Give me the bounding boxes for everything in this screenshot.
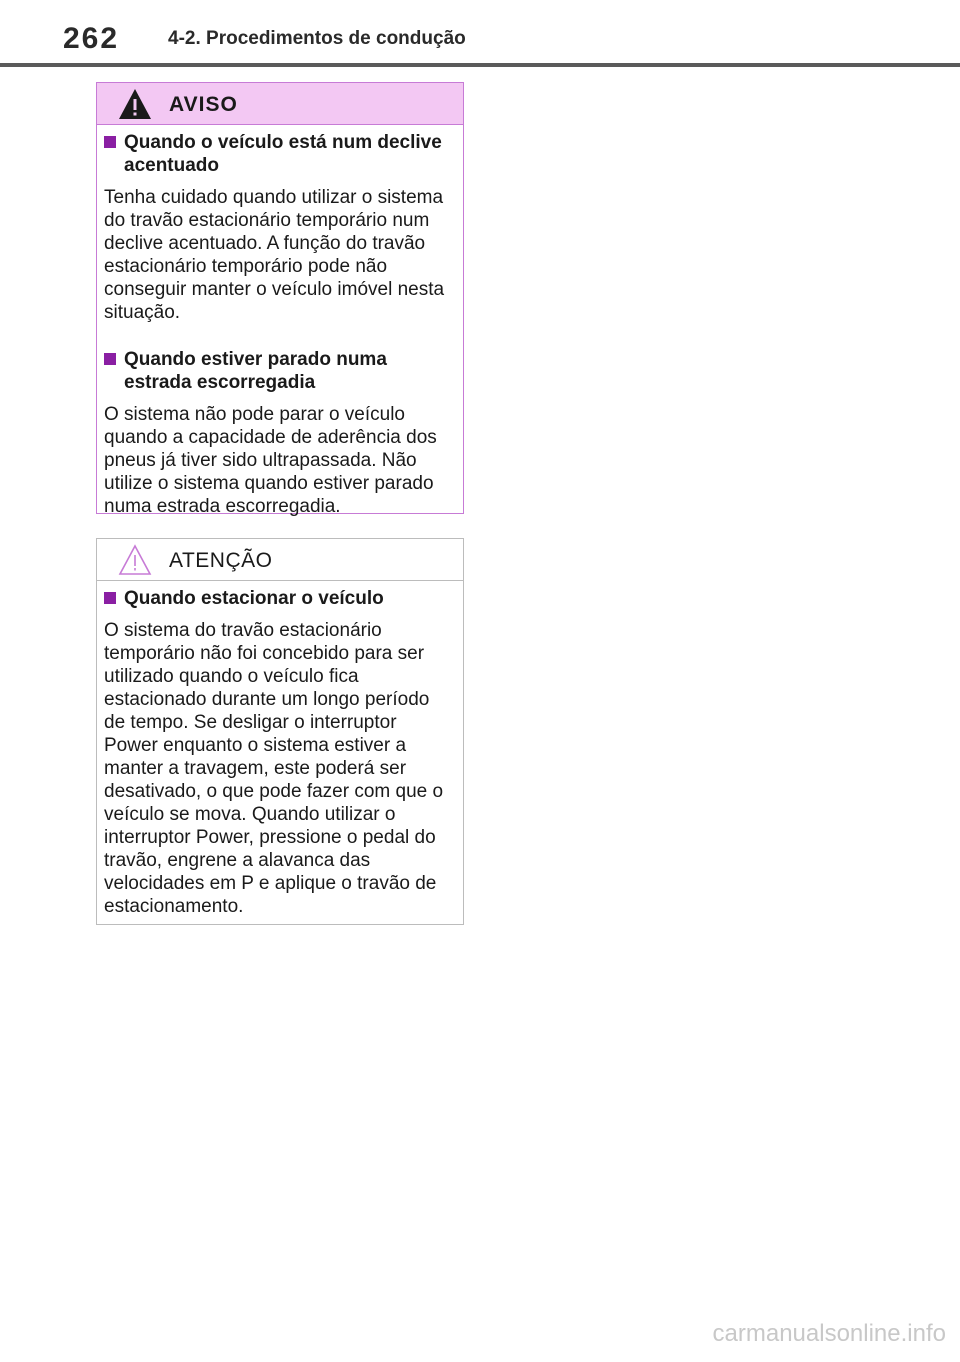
page-number: 262 [63, 22, 120, 55]
warning-item-2-text: O sistema não pode parar o veículo quando a capacidade de aderência dos pneus já tiver sido ultrapassada. Não utilize o sistema quando estiver parado numa estrada escorregadia. [104, 404, 437, 517]
caution-item-1-text: O sistema do travão estacionário temporário não foi concebido para ser utilizado quando o veículo fica estacionado durante um longo período de tempo. Se desligar o interruptor Power enquanto o sistema estiver a manter a travagem, este poderá ser desativado, o que pode fazer com que o veículo se mova. Quando utilizar o interruptor Power, pressione o pedal do travão, engrene a alavanca das velocidades em P e aplique o travão de estacionamento. [104, 620, 444, 917]
warning-triangle-icon [117, 87, 153, 121]
warning-title: AVISO [169, 93, 238, 116]
caution-item-heading [104, 587, 455, 610]
caution-triangle-outline-icon [117, 543, 153, 577]
warning-item-1-heading: Quando o veículo está num declive acentuado [124, 132, 442, 176]
warning-box [96, 82, 464, 517]
warning-body [97, 125, 463, 518]
warning-header [97, 83, 463, 125]
caution-item-1-heading: Quando estacionar o veículo [124, 588, 384, 609]
watermark: carmanualsonline.info [712, 1320, 946, 1347]
warning-item-2-heading: Quando estiver parado numa estrada escorregadia [124, 349, 387, 393]
square-bullet-icon [104, 592, 116, 604]
square-bullet-icon [104, 353, 116, 365]
caution-title: ATENÇÃO [169, 549, 273, 572]
warning-item-heading [104, 348, 455, 394]
caution-body [97, 581, 463, 918]
warning-item-heading [104, 131, 455, 177]
header-divider [0, 63, 960, 67]
caution-box [96, 538, 464, 925]
section-title: 4-2. Procedimentos de condução [168, 28, 466, 49]
square-bullet-icon [104, 136, 116, 148]
caution-header [97, 539, 463, 581]
page-header [0, 0, 960, 68]
warning-item-1-text: Tenha cuidado quando utilizar o sistema do travão estacionário temporário num declive acentuado. A função do travão estacionário temporário pode não conseguir manter o veículo imóvel nesta situação. [104, 187, 445, 323]
